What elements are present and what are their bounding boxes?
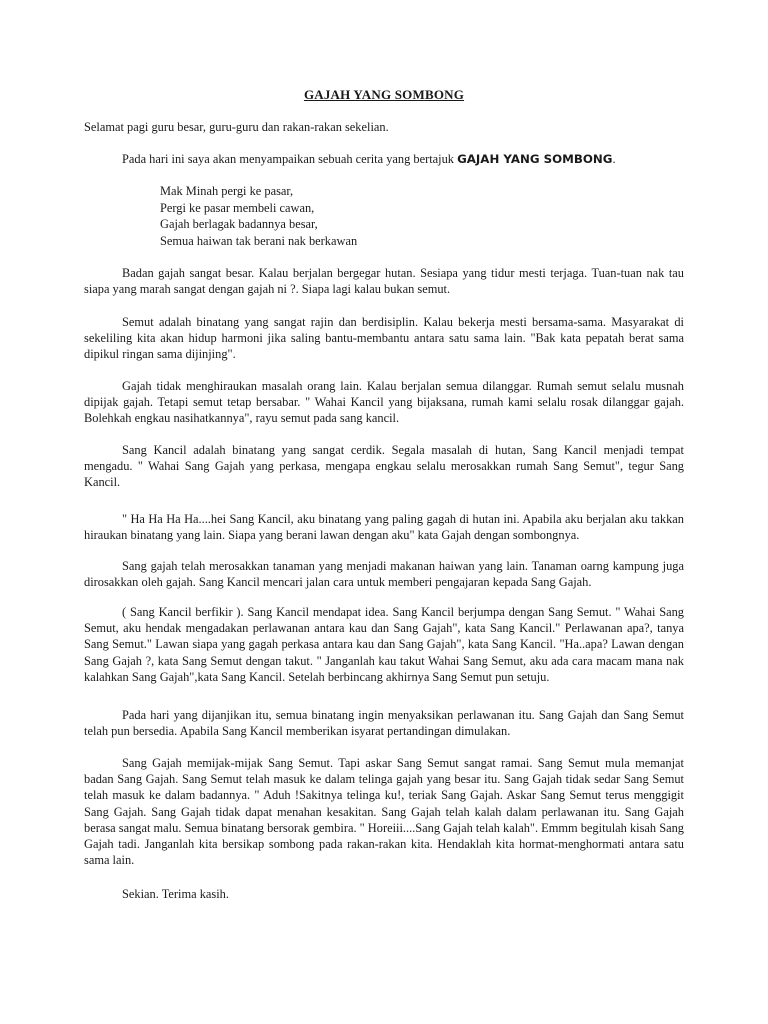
intro-prefix: Pada hari ini saya akan menyampaikan sebuah cerita yang bertajuk — [122, 152, 458, 166]
paragraph: " Ha Ha Ha Ha....hei Sang Kancil, aku binatang yang paling gagah di hutan ini. Apabila aku berjalan aku takkan hiraukan binatang yang lain. Siapa yang berani lawan dengan aku" kata Gajah dengan sombongnya. — [84, 512, 684, 543]
paragraph: Pada hari yang dijanjikan itu, semua binatang ingin menyaksikan perlawanan itu. Sang Gajah dan Sang Semut telah pun bersedia. Apabila Sang Kancil memberikan isyarat pertandingan dimulakan. — [84, 708, 684, 739]
paragraph: Gajah tidak menghiraukan masalah orang lain. Kalau berjalan semua dilanggar. Rumah semut selalu musnah dipijak gajah. Tetapi semut tetap bersabar. " Wahai Kancil yang bijaksana, rumah kami selalu rosak dilanggar gajah. Bolehkah engkau nasihatkannya", rayu semut pada sang kancil. — [84, 379, 684, 426]
greeting: Selamat pagi guru besar, guru-guru dan rakan-rakan sekelian. — [84, 120, 389, 134]
document-title: GAJAH YANG SOMBONG — [303, 87, 465, 102]
poem-line: Gajah berlagak badannya besar, — [160, 217, 318, 231]
paragraph: ( Sang Kancil berfikir ). Sang Kancil mendapat idea. Sang Kancil berjumpa dengan Sang Semut. " Wahai Sang Semut, aku hendak mengadakan perlawanan antara kau dan Sang Gajah", kata Sang Kancil." Perlawanan apa?, tanya Sang Semut." Lawan siapa yang gagah perkasa antara kau dan Sang Gajah", kata Sang Kancil. "Ha..apa? Lawan dengan Sang Gajah ?, kata Sang Semut dengan takut. " Janganlah kau takut Wahai Sang Semut, aku ada cara macam mana nak kalahkan Sang Gajah",kata Sang Kancil. Setelah berbincang akhirnya Sang Semut pun setuju. — [84, 605, 684, 684]
paragraph: Semut adalah binatang yang sangat rajin dan berdisiplin. Kalau bekerja mesti bersama-sama. Masyarakat di sekeliling kita akan hidup harmoni jika saling bantu-membantu antara satu sama lain. "Bak kata pepatah berat sama dipikul ringan sama dijinjing". — [84, 315, 684, 362]
paragraph: Sang Gajah memijak-mijak Sang Semut. Tapi askar Sang Semut sangat ramai. Sang Semut mula memanjat badan Sang Gajah. Sang Semut telah masuk ke dalam telinga gajah yang besar itu. Sang Gajah tidak sedar Sang Semut telah masuk ke dalam badannya. " Aduh !Sakitnya telinga ku!, teriak Sang Gajah. Askar Sang Semut terus menggigit Sang Gajah. Sang Gajah tidak dapat menahan kesakitan. Sang Gajah telah kalah dalam perlawanan itu. Sang Gajah berasa sangat malu. Semua binatang bersorak gembira. " Horeiii....Sang Gajah telah kalah". Emmm begitulah kisah Sang Gajah tadi. Janganlah kita bersikap sombong pada rakan-rakan kita. Hendaklah kita hormat-menghormati antara satu sama lain. — [84, 756, 684, 868]
poem-line: Semua haiwan tak berani nak berkawan — [160, 233, 358, 248]
paragraph: Sang gajah telah merosakkan tanaman yang menjadi makanan haiwan yang lain. Tanaman oarng kampung juga dirosakkan oleh gajah. Sang Kancil mencari jalan cara untuk memberi pengajaran kepada Sang Gajah. — [84, 559, 684, 590]
intro-paragraph — [84, 151, 684, 167]
paragraph: Sang Kancil adalah binatang yang sangat cerdik. Segala masalah di hutan, Sang Kancil menjadi tempat mengadu. " Wahai Sang Gajah yang perkasa, mengapa engkau selalu merosakkan rumah Sang Semut", tegur Sang Kancil. — [84, 443, 684, 490]
intro-story-title: GAJAH YANG SOMBONG — [457, 152, 613, 166]
intro-suffix: . — [612, 152, 616, 166]
closing: Sekian. Terima kasih. — [122, 887, 229, 901]
poem-line: Mak Minah pergi ke pasar, — [160, 184, 294, 198]
poem — [160, 183, 760, 249]
poem-line: Pergi ke pasar membeli cawan, — [160, 200, 315, 215]
paragraph: Badan gajah sangat besar. Kalau berjalan bergegar hutan. Sesiapa yang tidur mesti terjaga. Tuan-tuan nak tau siapa yang marah sangat dengan gajah ni ?. Siapa lagi kalau bukan semut. — [84, 266, 684, 297]
